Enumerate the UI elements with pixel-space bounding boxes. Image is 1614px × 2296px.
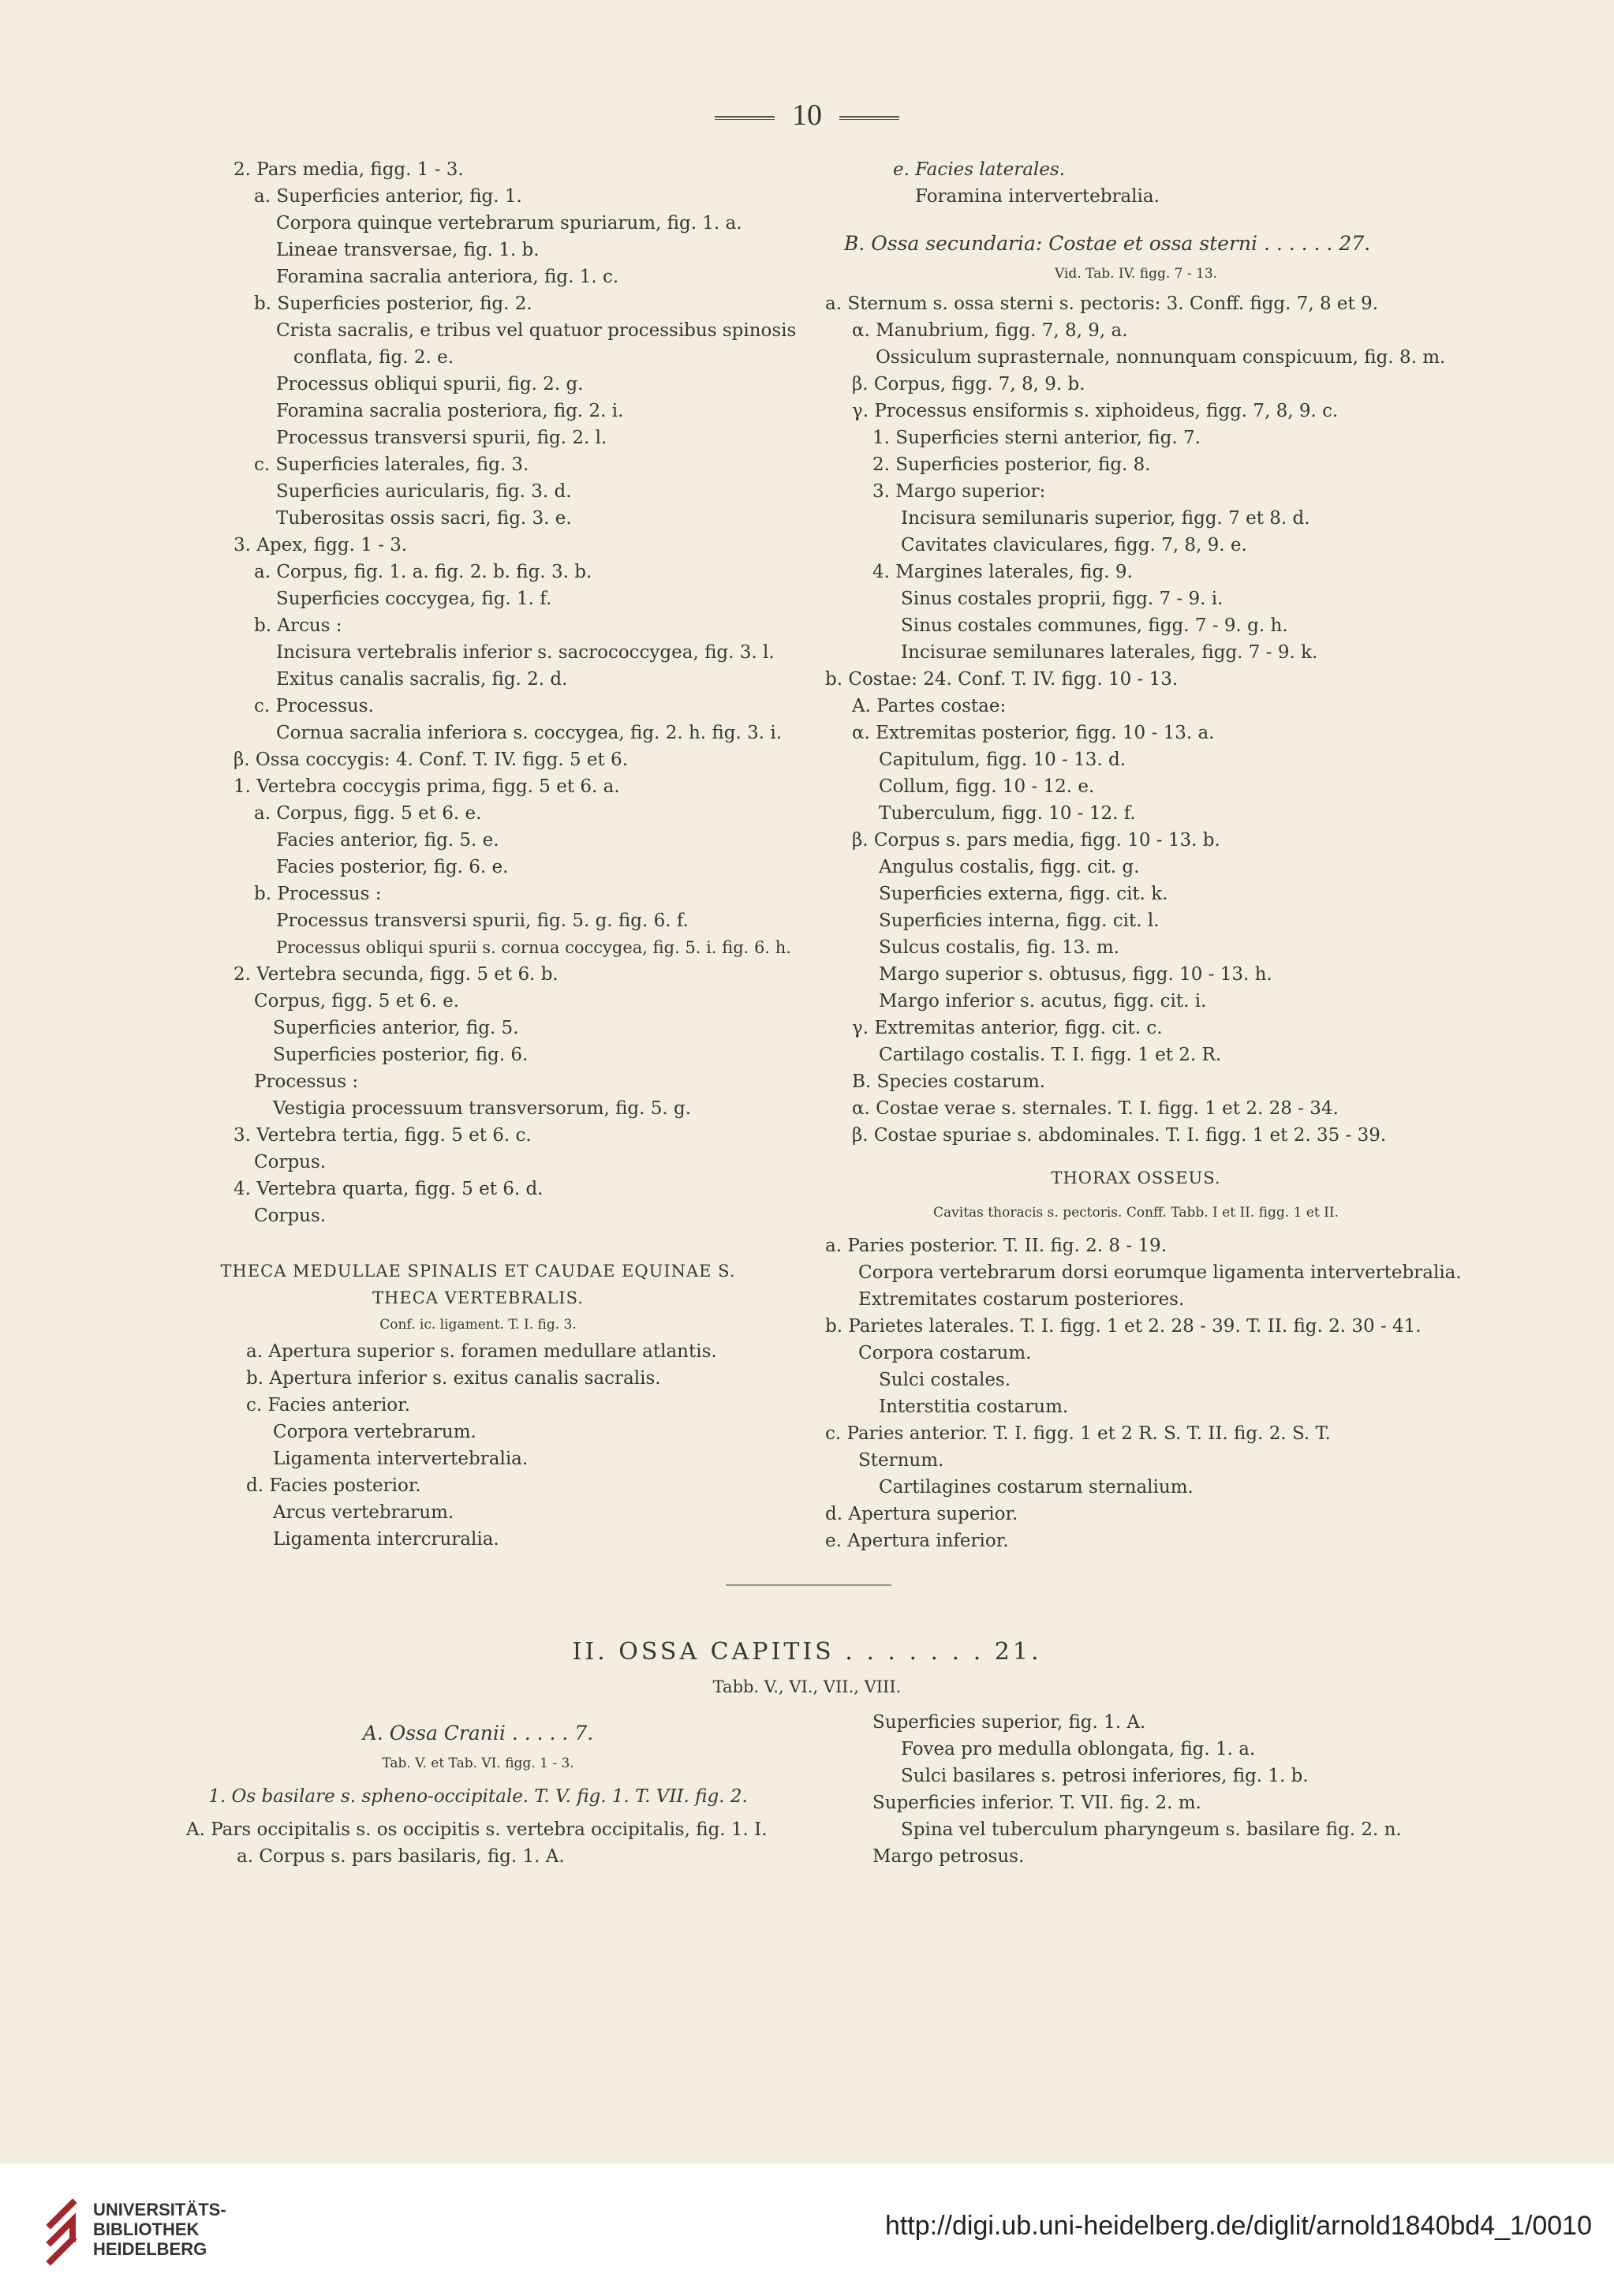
section-heading: THECA VERTEBRALIS. xyxy=(372,1288,584,1307)
text-line: β. Ossa coccygis: 4. Conf. T. IV. figg. 5 et 6. xyxy=(234,750,629,770)
text-line: Lineae transversae, fig. 1. b. xyxy=(276,240,540,260)
text-line: b. Parietes laterales. T. I. figg. 1 et 2. 28 - 39. T. II. fig. 2. 30 - 41. xyxy=(825,1316,1422,1337)
text-line: β. Corpus s. pars media, figg. 10 - 13. b. xyxy=(852,830,1220,851)
text-line: d. Apertura superior. xyxy=(825,1504,1018,1524)
text-line: Processus obliqui spurii s. cornua coccygea, fig. 5. i. fig. 6. h. xyxy=(276,938,791,957)
text-line: c. Superficies laterales, fig. 3. xyxy=(254,454,529,475)
text-line: 2. Superficies posterior, fig. 8. xyxy=(872,454,1151,475)
text-line: Margo inferior s. acutus, figg. cit. i. xyxy=(879,991,1207,1012)
text-line: a. Sternum s. ossa sterni s. pectoris: 3. Conff. figg. 7, 8 et 9. xyxy=(825,294,1379,314)
text-line: 3. Margo superior: xyxy=(872,481,1046,502)
text-line: Sulci basilares s. petrosi inferiores, fig. 1. b. xyxy=(901,1766,1309,1786)
text-line: Facies anterior, fig. 5. e. xyxy=(276,830,499,851)
section-heading: THECA MEDULLAE SPINALIS ET CAUDAE EQUINAE S. xyxy=(220,1262,736,1281)
text-line: Corpus, figg. 5 et 6. e. xyxy=(254,991,460,1012)
text-line: Cavitates claviculares, figg. 7, 8, 9. e. xyxy=(901,535,1247,555)
text-line: c. Processus. xyxy=(254,696,374,716)
text-line: a. Corpus, figg. 5 et 6. e. xyxy=(254,803,482,824)
text-line: 4. Margines laterales, fig. 9. xyxy=(872,562,1133,582)
reference-line: Tab. V. et Tab. VI. figg. 1 - 3. xyxy=(382,1756,574,1771)
text-line: Processus transversi spurii, fig. 2. l. xyxy=(276,428,607,448)
library-name-line: BIBLIOTHEK xyxy=(93,2219,200,2239)
footer-bar xyxy=(0,2163,1614,2296)
text-line: Corpora quinque vertebrarum spuriarum, fig. 1. a. xyxy=(276,213,742,234)
text-line: Tuberculum, figg. 10 - 12. f. xyxy=(879,803,1136,824)
text-line: b. Apertura inferior s. exitus canalis sacralis. xyxy=(246,1368,661,1389)
text-line: b. Arcus : xyxy=(254,615,342,636)
text-line: Foramina sacralia posteriora, fig. 2. i. xyxy=(276,401,624,421)
section-divider xyxy=(726,1584,891,1586)
text-line: Incisura vertebralis inferior s. sacrococcygea, fig. 3. l. xyxy=(276,642,775,663)
text-line: Sinus costales proprii, figg. 7 - 9. i. xyxy=(901,589,1224,609)
text-line: Superficies anterior, fig. 5. xyxy=(273,1018,519,1038)
text-line: c. Facies anterior. xyxy=(246,1395,410,1415)
text-line: 1. Vertebra coccygis prima, figg. 5 et 6. a. xyxy=(234,776,620,797)
text-line: Superficies superior, fig. 1. A. xyxy=(872,1712,1146,1733)
text-line: Corpus. xyxy=(254,1152,327,1172)
page-number xyxy=(0,98,1614,133)
text-line: Cornua sacralia inferiora s. coccygea, fig. 2. h. fig. 3. i. xyxy=(276,723,783,743)
text-line: b. Costae: 24. Conf. T. IV. figg. 10 - 13. xyxy=(825,669,1179,690)
text-line: e. Facies laterales. xyxy=(893,159,1066,180)
text-line: Facies posterior, fig. 6. e. xyxy=(276,857,509,877)
text-line: Processus : xyxy=(254,1071,359,1092)
text-line: α. Manubrium, figg. 7, 8, 9, a. xyxy=(852,320,1128,341)
text-line: Sulci costales. xyxy=(879,1370,1011,1390)
text-line: a. Paries posterior. T. II. fig. 2. 8 - 19. xyxy=(825,1236,1168,1256)
text-line: Superficies auricularis, fig. 3. d. xyxy=(276,481,572,502)
text-line: Sternum. xyxy=(858,1450,944,1471)
text-line: 1. Superficies sterni anterior, fig. 7. xyxy=(872,428,1201,448)
text-line: Cartilagines costarum sternalium. xyxy=(879,1477,1194,1498)
text-line: Margo petrosus. xyxy=(872,1846,1025,1867)
section-heading: B. Ossa secundaria: Costae et ossa sterni . . . . . . 27. xyxy=(844,232,1371,255)
text-line: Incisura semilunaris superior, figg. 7 et 8. d. xyxy=(901,508,1310,529)
text-line: β. Costae spuriae s. abdominales. T. I. figg. 1 et 2. 35 - 39. xyxy=(852,1125,1387,1146)
text-line: a. Superficies anterior, fig. 1. xyxy=(254,186,522,207)
page-number-text: 10 xyxy=(792,99,822,132)
text-line: Ligamenta intervertebralia. xyxy=(273,1449,529,1469)
text-line: a. Corpus s. pars basilaris, fig. 1. A. xyxy=(237,1846,565,1867)
text-line: d. Facies posterior. xyxy=(246,1475,421,1496)
text-line: A. Partes costae: xyxy=(852,696,1007,716)
text-line: Processus transversi spurii, fig. 5. g. fig. 6. f. xyxy=(276,911,689,931)
text-line: Fovea pro medulla oblongata, fig. 1. a. xyxy=(901,1739,1256,1759)
page-number-rule-left xyxy=(715,116,775,120)
library-name-line: UNIVERSITÄTS- xyxy=(93,2200,226,2219)
text-line: Incisurae semilunares laterales, figg. 7 - 9. k. xyxy=(901,642,1318,663)
text-line: Ligamenta intercruralia. xyxy=(273,1529,499,1550)
text-line: γ. Extremitas anterior, figg. cit. c. xyxy=(852,1018,1163,1038)
text-line: Exitus canalis sacralis, fig. 2. d. xyxy=(276,669,568,690)
text-line: Sulcus costalis, fig. 13. m. xyxy=(879,937,1120,958)
text-line: 3. Vertebra tertia, figg. 5 et 6. c. xyxy=(234,1125,532,1146)
reference-line: Conf. ic. ligament. T. I. fig. 3. xyxy=(379,1317,577,1333)
text-line: α. Costae verae s. sternales. T. I. figg. 1 et 2. 28 - 34. xyxy=(852,1098,1339,1119)
text-line: Extremitates costarum posteriores. xyxy=(858,1289,1185,1310)
library-name-line: HEIDELBERG xyxy=(93,2239,207,2259)
text-line: Spina vel tuberculum pharyngeum s. basilare fig. 2. n. xyxy=(901,1819,1402,1840)
text-line: Processus obliqui spurii, fig. 2. g. xyxy=(276,374,584,395)
text-line: 4. Vertebra quarta, figg. 5 et 6. d. xyxy=(234,1179,544,1199)
text-line: A. Pars occipitalis s. os occipitis s. vertebra occipitalis, fig. 1. I. xyxy=(186,1819,768,1840)
text-line: Capitulum, figg. 10 - 13. d. xyxy=(879,750,1126,770)
section-heading: THORAX OSSEUS. xyxy=(1051,1169,1221,1187)
text-line: a. Corpus, fig. 1. a. fig. 2. b. fig. 3. b. xyxy=(254,562,592,582)
text-line: Crista sacralis, e tribus vel quatuor processibus spinosis xyxy=(276,320,797,341)
text-line: Superficies externa, figg. cit. k. xyxy=(879,884,1168,904)
text-line: β. Corpus, figg. 7, 8, 9. b. xyxy=(852,374,1085,395)
text-line: e. Apertura inferior. xyxy=(825,1531,1009,1551)
page-number-rule-right xyxy=(839,116,899,120)
text-line: 2. Vertebra secunda, figg. 5 et 6. b. xyxy=(234,964,559,985)
subsection-heading: A. Ossa Cranii . . . . . 7. xyxy=(362,1722,594,1744)
text-line: Corpora vertebrarum dorsi eorumque ligamenta intervertebralia. xyxy=(858,1262,1462,1283)
subsection-heading: 1. Os basilare s. spheno-occipitale. T. V. fig. 1. T. VII. fig. 2. xyxy=(208,1786,748,1807)
text-line: Foramina sacralia anteriora, fig. 1. c. xyxy=(276,267,619,287)
text-line: c. Paries anterior. T. I. figg. 1 et 2 R. S. T. II. fig. 2. S. T. xyxy=(825,1423,1331,1444)
text-line: Tuberositas ossis sacri, fig. 3. e. xyxy=(276,508,572,529)
text-line: Arcus vertebrarum. xyxy=(273,1502,454,1523)
section-title: II. OSSA CAPITIS . . . . . . . 21. xyxy=(572,1638,1042,1666)
text-line: 3. Apex, figg. 1 - 3. xyxy=(234,535,408,555)
text-line: Superficies interna, figg. cit. l. xyxy=(879,911,1160,931)
text-line: b. Processus : xyxy=(254,884,382,904)
reference-line: Vid. Tab. IV. figg. 7 - 13. xyxy=(1054,266,1218,282)
text-line: a. Apertura superior s. foramen medullare atlantis. xyxy=(246,1341,717,1362)
reference-line: Cavitas thoracis s. pectoris. Conff. Tabb. I et II. figg. 1 et II. xyxy=(933,1205,1339,1221)
text-line: Interstitia costarum. xyxy=(879,1397,1069,1417)
text-line: Angulus costalis, figg. cit. g. xyxy=(879,857,1140,877)
section-subtitle: Tabb. V., VI., VII., VIII. xyxy=(712,1677,902,1696)
text-line: Sinus costales communes, figg. 7 - 9. g. h. xyxy=(901,615,1288,636)
text-line: b. Superficies posterior, fig. 2. xyxy=(254,294,532,314)
library-name xyxy=(93,2200,226,2259)
text-line: Superficies posterior, fig. 6. xyxy=(273,1045,529,1065)
text-line: Corpora vertebrarum. xyxy=(273,1422,476,1442)
page-url-link[interactable]: http://digi.ub.uni-heidelberg.de/diglit/arnold1840bd4_1/0010 xyxy=(884,2211,1592,2241)
text-line: α. Extremitas posterior, figg. 10 - 13. a. xyxy=(852,723,1215,743)
text-line: Ossiculum suprasternale, nonnunquam conspicuum, fig. 8. m. xyxy=(876,347,1446,368)
text-line: B. Species costarum. xyxy=(852,1071,1045,1092)
text-line: conflata, fig. 2. e. xyxy=(293,347,454,368)
text-line: Foramina intervertebralia. xyxy=(915,186,1160,207)
text-line: Vestigia processuum transversorum, fig. 5. g. xyxy=(273,1098,692,1119)
text-line: Collum, figg. 10 - 12. e. xyxy=(879,776,1095,797)
text-line: Cartilago costalis. T. I. figg. 1 et 2. R. xyxy=(879,1045,1222,1065)
text-line: Superficies coccygea, fig. 1. f. xyxy=(276,589,552,609)
text-line: γ. Processus ensiformis s. xiphoideus, figg. 7, 8, 9. c. xyxy=(852,401,1339,421)
text-line: Corpora costarum. xyxy=(858,1343,1032,1363)
text-line: Margo superior s. obtusus, figg. 10 - 13. h. xyxy=(879,964,1272,985)
text-line: Corpus. xyxy=(254,1206,327,1226)
text-line: 2. Pars media, figg. 1 - 3. xyxy=(234,159,464,180)
text-line: Superficies inferior. T. VII. fig. 2. m. xyxy=(872,1793,1201,1813)
